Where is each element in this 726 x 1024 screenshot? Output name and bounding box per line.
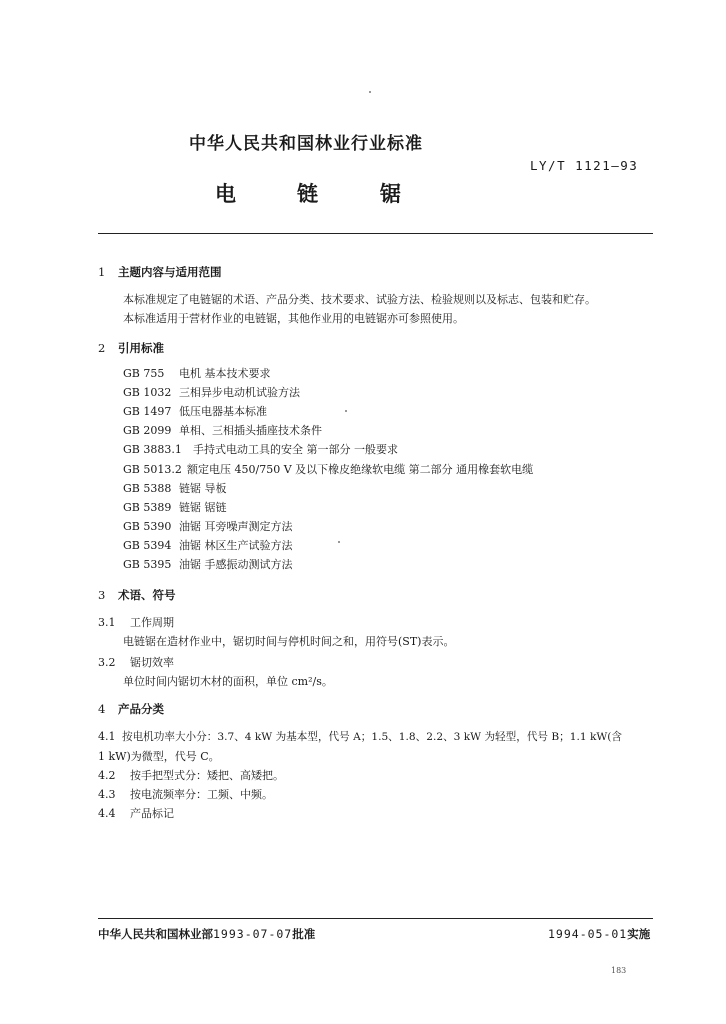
reference-title: 电机 基本技术要求 — [179, 367, 271, 380]
reference-item — [123, 537, 293, 553]
subsection-number: 3.2 — [98, 656, 116, 669]
section-3-heading — [98, 587, 176, 603]
section-number: 4 — [98, 702, 106, 716]
scan-speck — [345, 410, 347, 412]
reference-item — [123, 422, 322, 438]
section-title: 术语、符号 — [118, 588, 176, 602]
subsection-3-2-heading — [98, 654, 174, 670]
subsection-3-1-heading — [98, 614, 174, 630]
section-title: 引用标准 — [118, 341, 164, 355]
section-number: 2 — [98, 341, 106, 355]
page-number: 183 — [611, 966, 627, 975]
subsection-number: 4.1 — [98, 730, 116, 743]
standard-code: LY/T 1121—93 — [530, 158, 639, 173]
reference-code: GB 5394 — [123, 539, 172, 552]
reference-item — [123, 480, 227, 496]
subsection-number: 4.4 — [98, 807, 116, 820]
scan-speck — [338, 541, 340, 543]
reference-code: GB 5389 — [123, 501, 172, 514]
section-1-paragraph-2: 本标准适用于营材作业的电链锯，其他作业用的电链锯亦可参照使用。 — [123, 312, 464, 325]
reference-code: GB 755 — [123, 367, 165, 380]
section-number: 1 — [98, 265, 106, 279]
section-number: 3 — [98, 588, 106, 602]
footer-approval — [98, 926, 315, 942]
implementation-label: 实施 — [627, 927, 651, 941]
reference-title: 链锯 锯链 — [179, 501, 227, 514]
reference-code: GB 5388 — [123, 482, 172, 495]
subsection-text: 按电流频率分：工频、中频。 — [130, 788, 273, 801]
subsection-text: 产品标记 — [130, 807, 174, 820]
section-title: 主题内容与适用范围 — [118, 265, 222, 279]
reference-code: GB 2099 — [123, 424, 172, 437]
subsection-3-2-text: 单位时间内锯切木材的面积，单位 cm²/s。 — [123, 675, 333, 688]
subsection-4-2 — [98, 767, 284, 783]
reference-item — [123, 518, 293, 534]
reference-code: GB 5013.2 — [123, 463, 182, 476]
reference-title: 油锯 耳旁噪声测定方法 — [179, 520, 293, 533]
reference-item — [123, 499, 227, 515]
doc-title-char-2: 链 — [297, 182, 318, 206]
reference-title: 三相异步电动机试验方法 — [179, 386, 300, 399]
subsection-title: 锯切效率 — [130, 656, 174, 669]
approval-label: 批准 — [292, 927, 316, 941]
reference-code: GB 5395 — [123, 558, 172, 571]
approval-date: 1993-07-07 — [213, 927, 293, 941]
standard-title: 中华人民共和国林业行业标准 — [189, 134, 423, 154]
subsection-3-1-text: 电链锯在造材作业中，锯切时间与停机时间之和，用符号(ST)表示。 — [123, 635, 455, 648]
issuer-name: 中华人民共和国林业部 — [98, 927, 213, 941]
subsection-text: 按电机功率大小分：3.7、4 kW 为基本型，代号 A；1.5、1.8、2.2、3 kW 为轻型，代号 B；1.1 kW(含 — [122, 731, 622, 743]
section-title: 产品分类 — [118, 702, 164, 716]
reference-item — [123, 461, 533, 477]
reference-title: 手持式电动工具的安全 第一部分 一般要求 — [193, 443, 398, 456]
section-4-heading — [98, 701, 164, 717]
section-2-heading — [98, 340, 164, 356]
section-1-paragraph-1: 本标准规定了电链锯的术语、产品分类、技术要求、试验方法、检验规则以及标志、包装和贮存。 — [123, 293, 596, 306]
reference-title: 额定电压 450/750 V 及以下橡皮绝缘软电缆 第二部分 通用橡套软电缆 — [187, 463, 534, 476]
subsection-4-3 — [98, 786, 273, 802]
reference-item — [123, 365, 271, 381]
reference-code: GB 1032 — [123, 386, 172, 399]
footer-implementation — [548, 926, 650, 942]
subsection-4-1-line-2: 1 kW)为微型，代号 C。 — [98, 750, 220, 763]
reference-title: 油锯 林区生产试验方法 — [179, 539, 293, 552]
doc-title-char-3: 锯 — [380, 182, 401, 206]
reference-item — [123, 556, 293, 572]
doc-title-char-1: 电 — [215, 182, 236, 206]
header-divider — [98, 233, 653, 234]
reference-title: 链锯 导板 — [179, 482, 227, 495]
subsection-text: 按手把型式分：矮把、高矮把。 — [130, 769, 284, 782]
section-1-heading — [98, 264, 222, 280]
subsection-number: 4.3 — [98, 788, 116, 801]
reference-code: GB 1497 — [123, 405, 172, 418]
scan-speck — [369, 91, 371, 93]
implementation-date: 1994-05-01 — [548, 927, 628, 941]
reference-item — [123, 384, 300, 400]
reference-item — [123, 403, 267, 419]
reference-code: GB 5390 — [123, 520, 172, 533]
reference-title: 单相、三相插头插座技术条件 — [179, 424, 322, 437]
subsection-4-1-line-1 — [98, 729, 622, 744]
subsection-number: 3.1 — [98, 616, 116, 629]
footer-divider — [98, 918, 653, 919]
reference-code: GB 3883.1 — [123, 443, 182, 456]
reference-item — [123, 441, 398, 457]
reference-title: 低压电器基本标准 — [179, 405, 267, 418]
subsection-title: 工作周期 — [130, 616, 174, 629]
subsection-4-4 — [98, 805, 174, 821]
subsection-number: 4.2 — [98, 769, 116, 782]
reference-title: 油锯 手感振动测试方法 — [179, 558, 293, 571]
